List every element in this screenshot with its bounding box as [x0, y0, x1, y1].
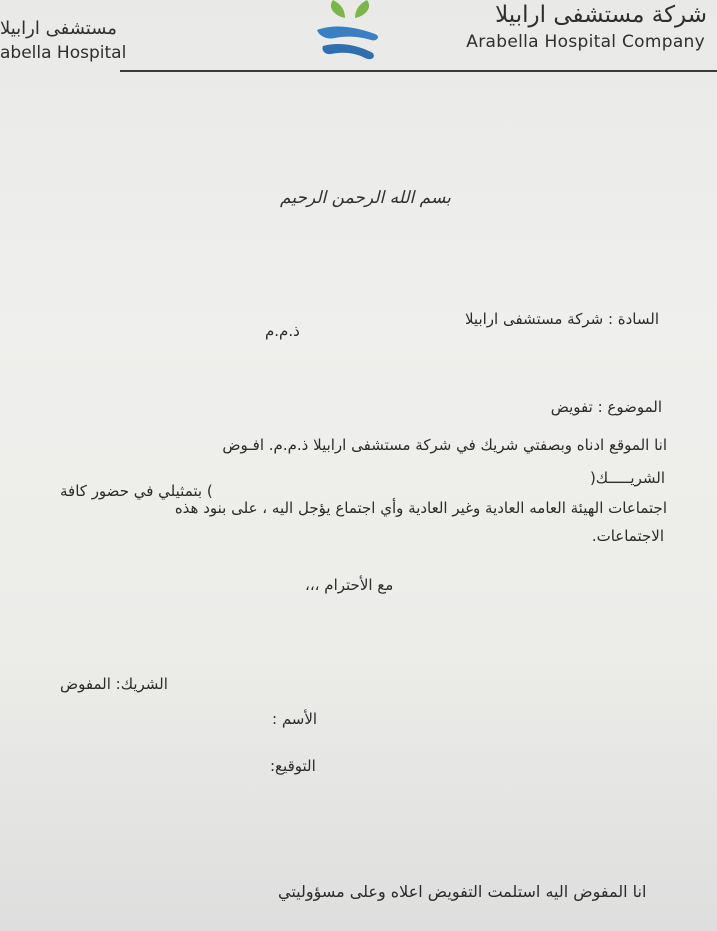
addressee: السادة : شركة مستشفى ارابيلا — [464, 310, 659, 328]
company-name-arabic: شركة مستشفى ارابيلا — [495, 2, 707, 28]
addressee-suffix: ذ.م.م — [265, 322, 300, 340]
paragraph-line-5: الاجتماعات. — [591, 527, 664, 545]
closing: مع الأحترام ،،، — [305, 576, 394, 594]
paragraph-line-4: اجتماعات الهيئة العامه العادية وغير العادية وأي اجتماع يؤجل اليه ، على بنود هذه — [174, 499, 667, 517]
paragraph-line-2: الشريـــــك( — [589, 469, 665, 487]
logo-hand-upper — [317, 27, 378, 41]
signature-label: التوقيع: — [270, 757, 316, 775]
paragraph-line-3: ) بتمثيلي في حضور كافة — [60, 482, 213, 500]
company-name-english: Arabella Hospital Company — [466, 32, 705, 52]
footer-acknowledgement: انا المفوض اليه استلمت التفويض اعلاه وعلى مسؤوليتي — [278, 882, 647, 901]
header-divider — [120, 70, 717, 72]
logo-hand-lower — [322, 44, 373, 59]
subject-line: الموضوع : تفويض — [550, 398, 662, 416]
name-label: الأسم : — [272, 710, 318, 728]
partner-label: الشريك: المفوض — [60, 675, 168, 693]
logo-leaf-left — [331, 0, 345, 18]
hospital-logo — [305, 0, 395, 72]
basmala: بسم الله الرحمن الرحيم — [280, 188, 451, 208]
hospital-name-english: abella Hospital — [0, 43, 127, 63]
hospital-name-arabic: مستشفى ارابيلا — [0, 18, 117, 39]
logo-leaf-right — [355, 0, 369, 18]
paragraph-line-1: انا الموقع ادناه وبصفتي شريك في شركة مستشفى ارابيلا ذ.م.م. افـوض — [222, 436, 667, 454]
